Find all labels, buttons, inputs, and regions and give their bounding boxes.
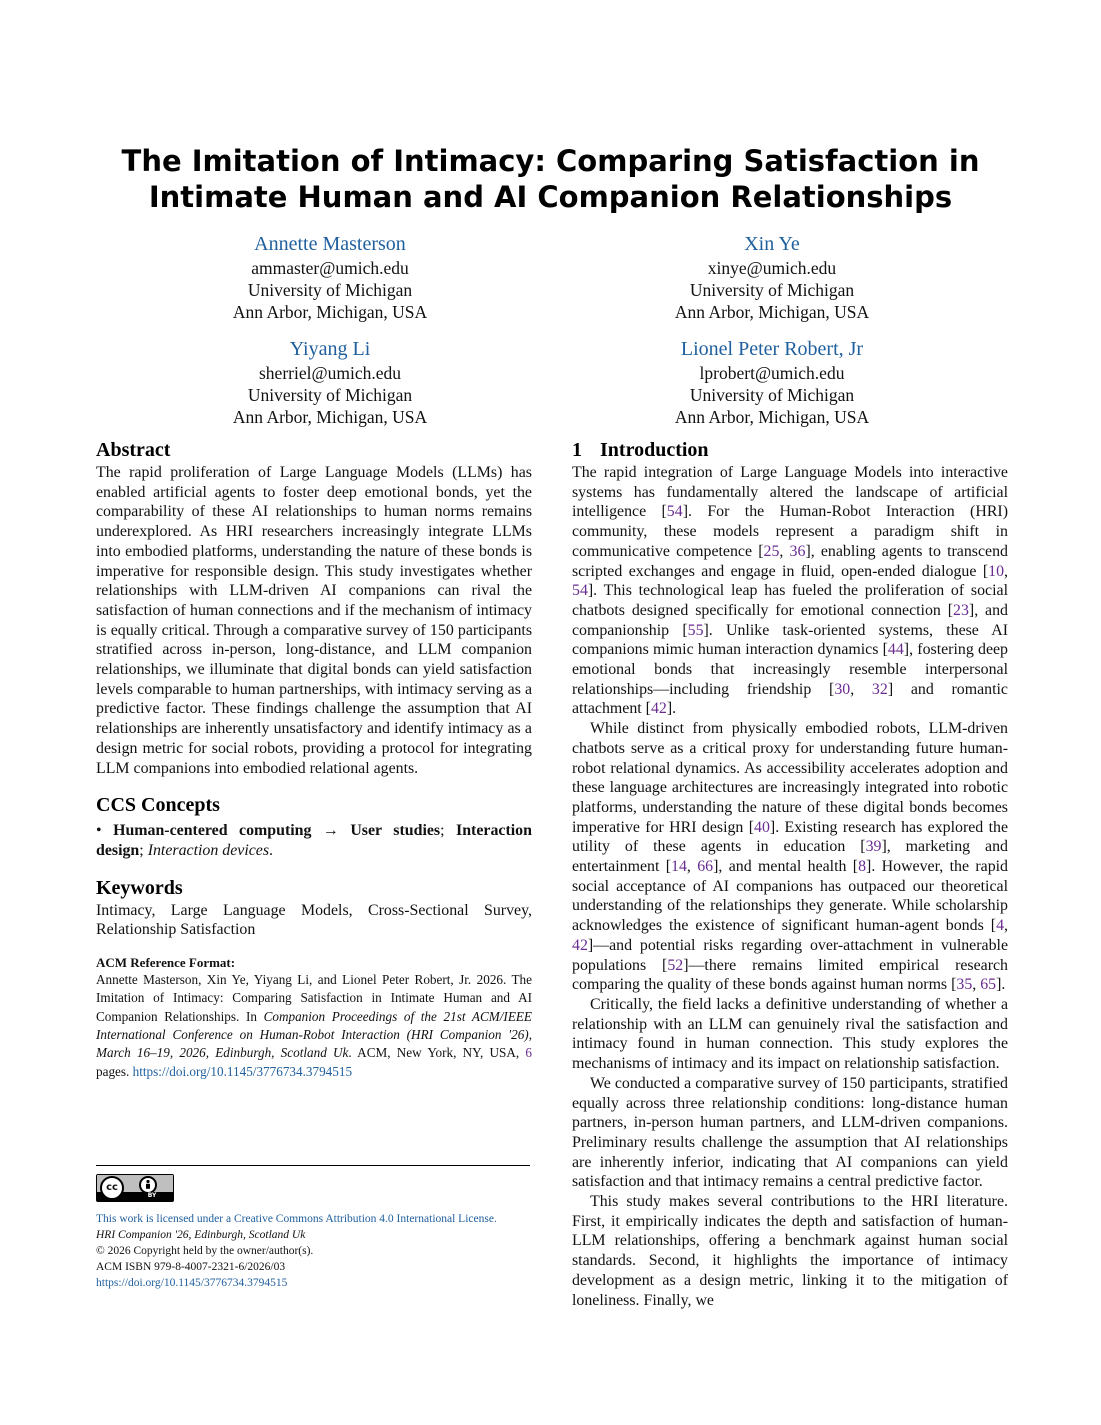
author-affiliation: University of Michigan — [247, 280, 413, 300]
person-icon — [141, 1178, 155, 1192]
footnote-rule — [96, 1165, 530, 1166]
acm-ref-venue: Companion Proceedings of the 21st ACM/IEEE International Conference on Human-Robot Interaction (HRI Companion '26), March 16–19, 2026, Edinburgh, Scotland Uk — [96, 1008, 532, 1061]
citation-link[interactable]: 14 — [671, 858, 687, 876]
citation-link[interactable]: 42 — [650, 700, 667, 718]
author-affiliation: University of Michigan — [689, 280, 855, 300]
acm-ref-pages-suffix: pages. — [96, 1063, 133, 1079]
intro-paragraph-1: The rapid integration of Large Language Models into interactive systems has fundamentally altered the landscape of artificial intelligence [54]. For the Human-Robot Interaction (HRI) community, these models represent a paradigm shift in communicative competence [25, 36], enabling agents to transcend scripted exchanges and engage in fluid, open-ended dialogue [10, 54]. This technological leap has fueled the proliferation of social chatbots designed specifically for emotional connection [23], and companionship [55]. Unlike task-oriented systems, these AI companions mimic human interaction dynamics [44], fostering deep emotional bonds that increasingly resemble interpersonal relationships—including friendship [30, 32] and romantic attachment [42]. — [572, 464, 1009, 718]
ccs-concept: Human-centered computing — [113, 822, 312, 840]
acm-ref-doi-link[interactable]: https://doi.org/10.1145/3776734.3794515 — [132, 1063, 353, 1079]
citation-link[interactable]: 8 — [858, 858, 867, 876]
citation-link[interactable]: 4 — [996, 917, 1005, 935]
copyright-line: © 2026 Copyright held by the owner/author(s). — [96, 1245, 314, 1257]
citation-link[interactable]: 40 — [754, 818, 770, 836]
citation-link[interactable]: 25 — [763, 542, 780, 560]
keywords-text: Intimacy, Large Language Models, Cross-Sectional Survey, Relationship Satisfaction — [96, 901, 532, 939]
author-block — [130, 231, 530, 323]
citation-link[interactable]: 36 — [789, 542, 806, 560]
intro-paragraph-5: This study makes several contributions to the HRI literature. First, it empirically indicates the depth and satisfaction of human-LLM relationships, offering a benchmark against human social standards. Second, it highlights the importance of intimacy development as a design metric, linking it to the mitigation of loneliness. Finally, we — [572, 1193, 1008, 1309]
author-email: lprobert@umich.edu — [699, 363, 845, 383]
author-block — [572, 336, 972, 428]
author-block — [130, 336, 530, 428]
author-name[interactable]: Annette Masterson — [254, 233, 406, 255]
author-location: Ann Arbor, Michigan, USA — [674, 302, 870, 322]
ccs-bullet: • — [96, 822, 102, 840]
acm-ref-prefix: Annette Masterson, Xin Ye, Yiyang Li, and Lionel Peter Robert, Jr. 2026. The Imitation of Intimacy: Comparing Satisfaction in Intimate Human and AI Companion Relationships. In — [96, 972, 532, 1024]
ccs-separator: ; — [139, 841, 144, 859]
author-affiliation: University of Michigan — [689, 385, 855, 405]
license-text — [96, 1211, 536, 1291]
ccs-concept: Interaction devices — [147, 841, 270, 859]
citation-link[interactable]: 35 — [956, 976, 973, 994]
author-affiliation: University of Michigan — [247, 385, 413, 405]
ccs-end: . — [269, 841, 274, 859]
author-email: xinye@umich.edu — [707, 258, 837, 278]
license-block — [96, 1170, 536, 1291]
author-name[interactable]: Lionel Peter Robert, Jr — [680, 338, 864, 360]
acm-reference — [96, 954, 532, 1081]
author-email: ammaster@umich.edu — [251, 258, 409, 278]
acm-ref-pages-link[interactable]: 6 — [525, 1045, 532, 1061]
ccs-concept: User studies — [350, 822, 441, 840]
citation-link[interactable]: 65 — [980, 976, 997, 994]
ccs-concept: Interaction design — [96, 822, 532, 859]
ccs-heading: CCS Concepts — [96, 794, 220, 817]
citation-link[interactable]: 42 — [572, 936, 588, 954]
author-name[interactable]: Xin Ye — [744, 233, 800, 255]
acm-reference-text — [96, 971, 532, 1081]
citation-link[interactable]: 55 — [687, 621, 704, 639]
intro-paragraph-4: We conducted a comparative survey of 150 participants, stratified equally across three relationship conditions: long-distance human partners, in-person human partners, and LLM-driven companions. Preliminary results challenge the assumption that AI relationships are inherently inferior, indicating that AI companions can yield satisfaction and that intimacy remains a central predictive factor. — [572, 1074, 1008, 1191]
isbn-line: ACM ISBN 979-8-4007-2321-6/2026/03 — [96, 1261, 286, 1273]
author-location: Ann Arbor, Michigan, USA — [674, 407, 870, 427]
abstract-heading: Abstract — [96, 439, 171, 461]
citation-link[interactable]: 66 — [697, 858, 714, 876]
conference-line: HRI Companion '26, Edinburgh, Scotland Uk — [96, 1229, 306, 1241]
license-link[interactable]: This work is licensed under a Creative Commons Attribution 4.0 International License. — [96, 1213, 497, 1225]
citation-link[interactable]: 23 — [953, 601, 969, 619]
citation-link[interactable]: 10 — [988, 562, 1005, 580]
citation-link[interactable]: 32 — [871, 680, 888, 698]
keywords-heading: Keywords — [96, 876, 183, 899]
ccs-concepts — [96, 821, 532, 860]
section-number: 1 — [572, 439, 582, 461]
cc-icon: cc — [100, 1176, 124, 1200]
intro-paragraph-3: Critically, the field lacks a definitive understanding of whether a relationship with an LLM can genuinely rival the satisfaction and intimacy found in human connection. This study explores the mechanisms of intimacy and its impact on relationship satisfaction. — [572, 995, 1008, 1073]
citation-link[interactable]: 39 — [865, 838, 882, 856]
doi-link[interactable]: https://doi.org/10.1145/3776734.3794515 — [96, 1277, 288, 1289]
intro-heading — [572, 437, 1008, 463]
section-title: Introduction — [600, 439, 709, 461]
citation-link[interactable]: 44 — [887, 641, 904, 659]
author-location: Ann Arbor, Michigan, USA — [232, 407, 428, 427]
citation-link[interactable]: 54 — [666, 503, 683, 521]
citation-link[interactable]: 54 — [572, 582, 588, 600]
left-column — [96, 437, 532, 1081]
author-name[interactable]: Yiyang Li — [289, 338, 371, 360]
author-email: sherriel@umich.edu — [259, 363, 401, 383]
author-location: Ann Arbor, Michigan, USA — [232, 302, 428, 322]
abstract-text: The rapid proliferation of Large Language Models (LLMs) has enabled artificial agents to foster deep emotional bonds, yet the comparability of these AI relationships to human norms remains underexplored. As HRI researchers increasingly integrate LLMs into embodied platforms, understanding the nature of these bonds is imperative for responsible design. This study investigates whether relationships with LLM-driven AI companions can rival the satisfaction of human connections and if the mechanism of intimacy is equally critical. Through a comparative survey of 150 participants stratified across in-person, long-distance, and LLM companion relationships, we illuminate that digital bonds can yield satisfaction levels comparable to human partnerships, with intimacy serving as a predictive factor. These findings challenge the assumption that AI relationships are inherently unsatisfactory and identify intimacy as a design metric for social robots, providing a protocol for integrating LLM companions into embodied relational agents. — [96, 464, 532, 777]
right-column — [572, 437, 1008, 1310]
acm-reference-heading: ACM Reference Format: — [96, 955, 236, 971]
intro-paragraph-2: While distinct from physically embodied robots, LLM-driven chatbots serve as a critical proxy for understanding future human-robot relational dynamics. As accessibility accelerates adoption and these language architectures are increasingly integrated into robotic platforms, understanding the nature of these digital bonds becomes imperative for HRI design [40]. Existing research has explored the utility of these agents in education [39], marketing and entertainment [14, 66], and mental health [8]. However, the rapid social acceptance of AI companions has outpaced our theoretical understanding of the relationships they generate. While scholarship acknowledges the existence of significant human-agent bonds [4, 42]—and potential risks regarding over-attachment in vulnerable populations [52]—there remains limited empirical research comparing the quality of these bonds against human norms [35, 65]. — [572, 720, 1008, 994]
citation-link[interactable]: 52 — [667, 956, 684, 974]
citation-link[interactable]: 30 — [834, 680, 851, 698]
by-label: BY — [147, 1192, 157, 1199]
acm-ref-publisher: . ACM, New York, NY, USA, — [348, 1045, 526, 1061]
author-block — [572, 231, 972, 323]
paper-title: The Imitation of Intimacy: Comparing Satisfaction in Intimate Human and AI Companion Relationships — [121, 144, 980, 214]
ccs-separator: ; — [440, 822, 445, 840]
ccs-arrow: → — [322, 822, 339, 840]
cc-by-license-badge[interactable] — [96, 1174, 174, 1202]
